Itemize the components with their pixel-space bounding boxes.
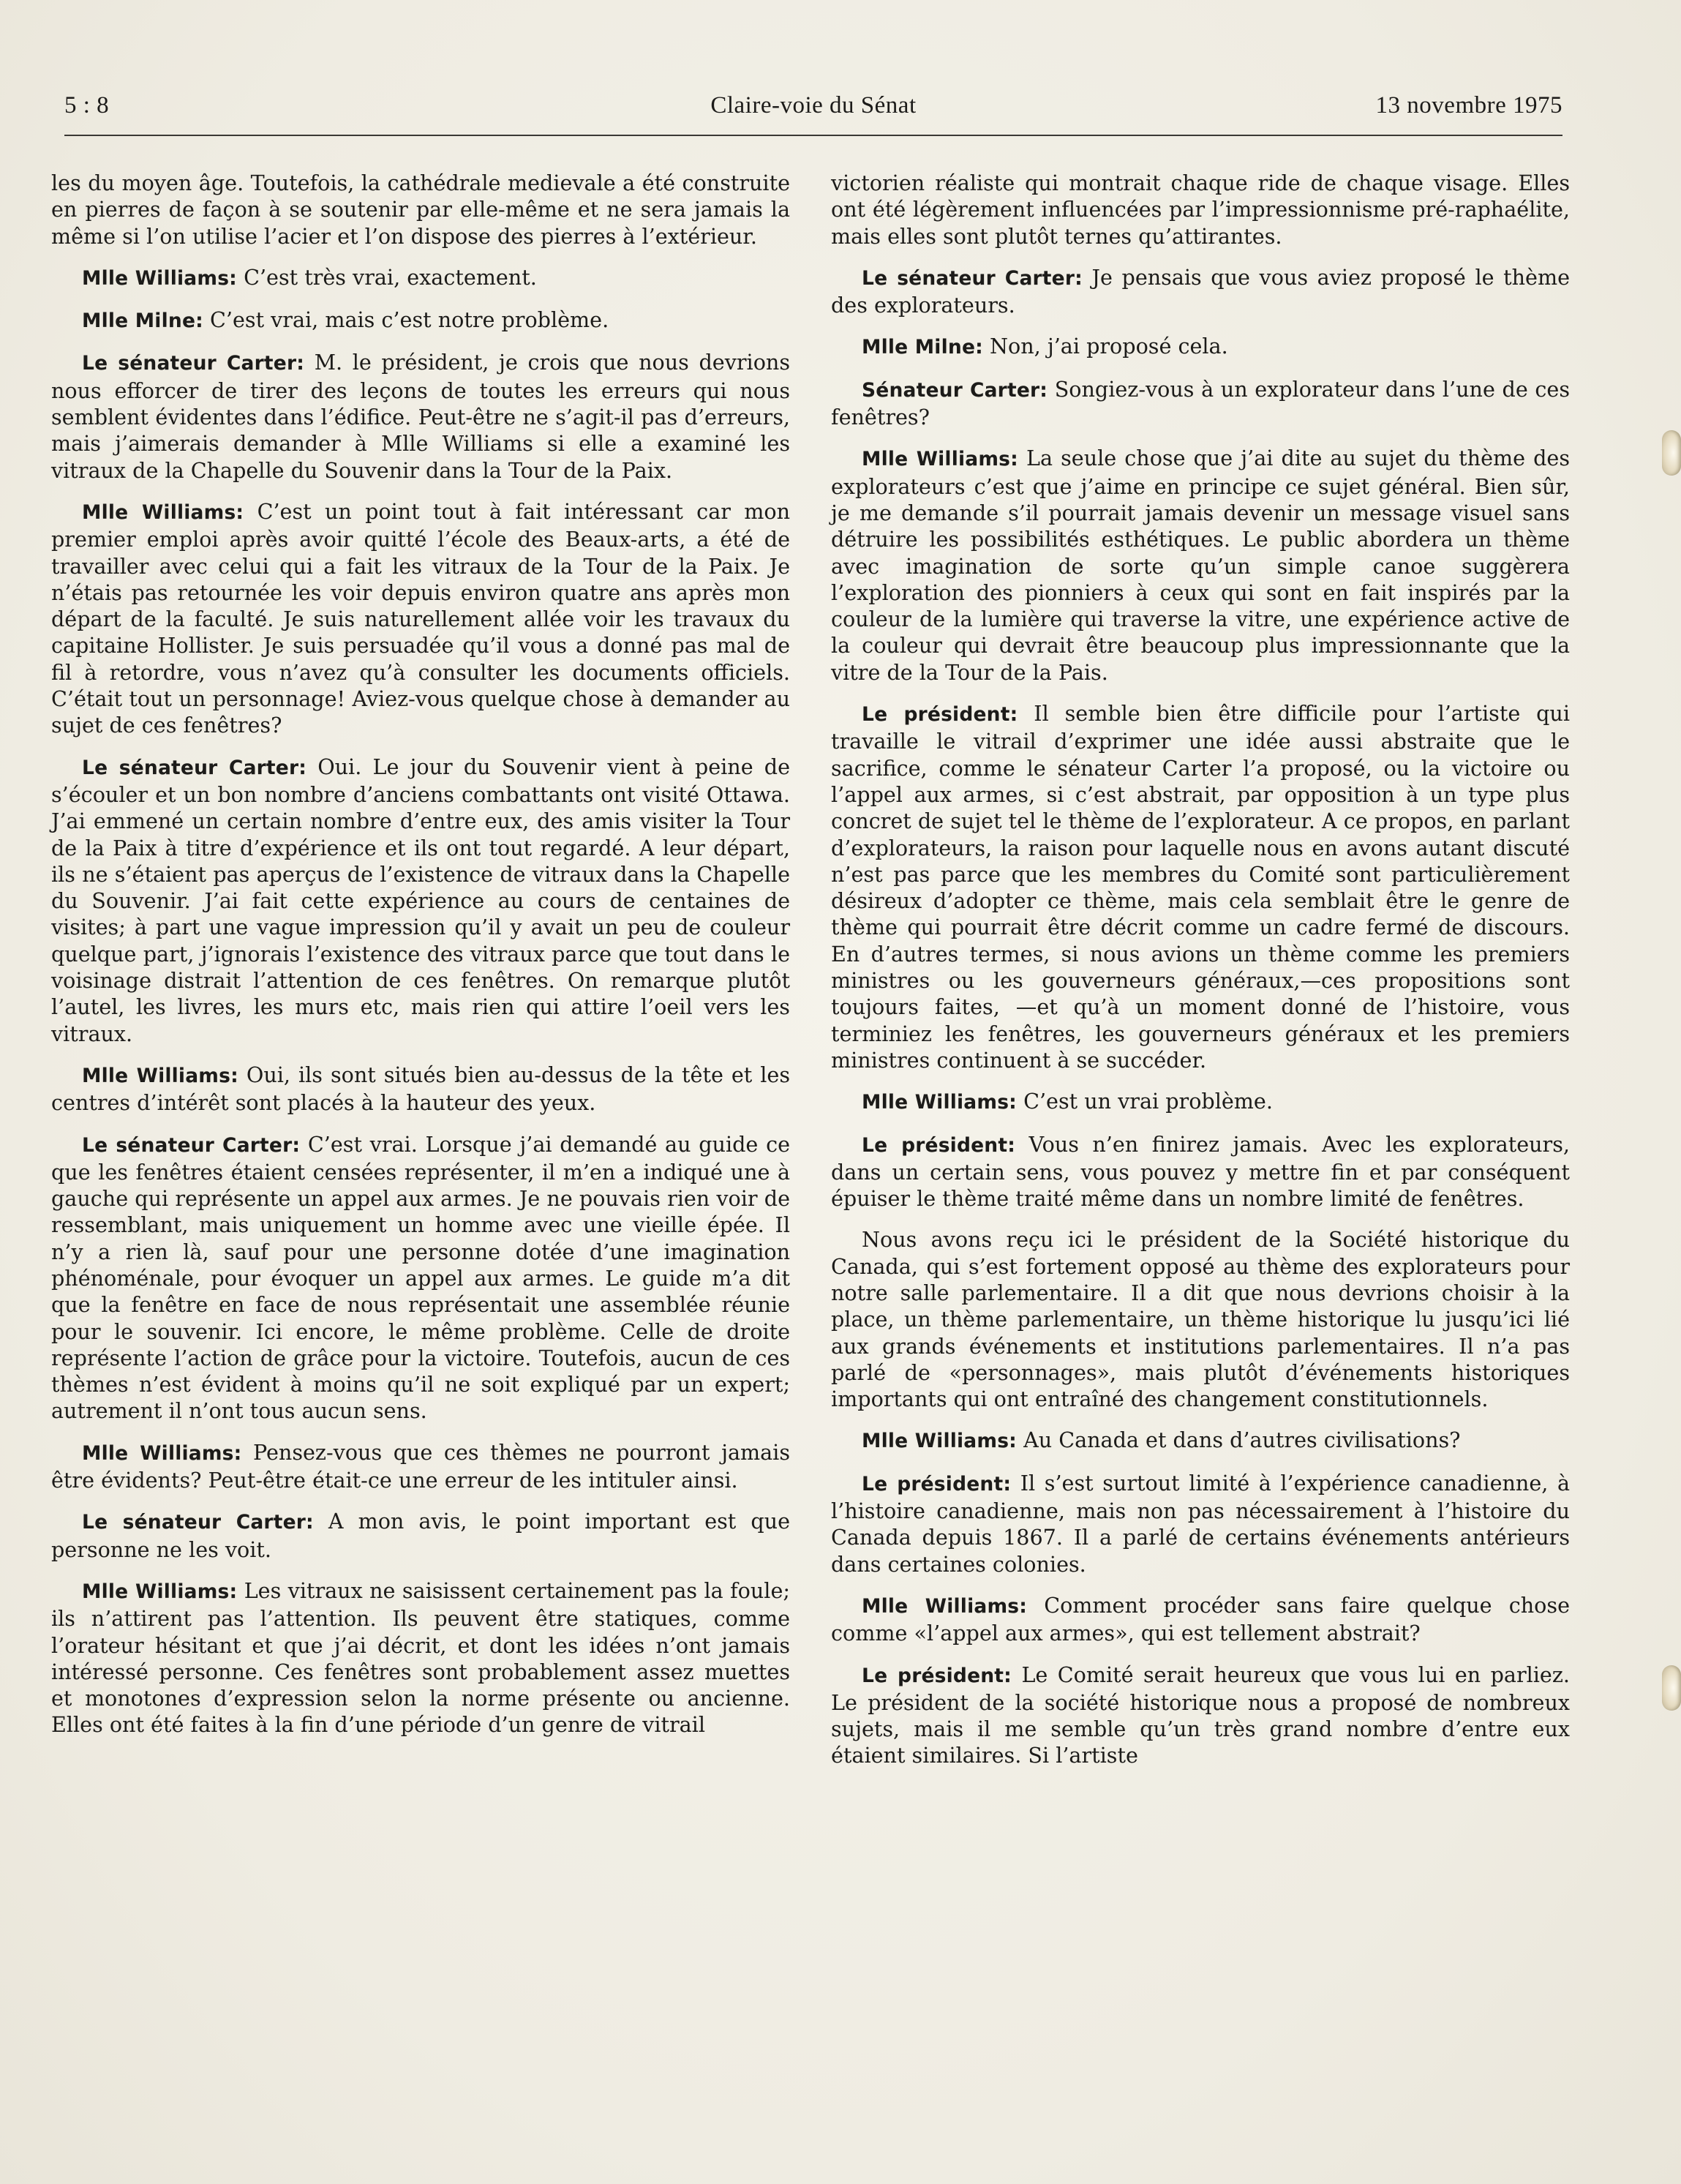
speech-text: Songiez-vous à un explorateur dans l’une de ces fenêtres? bbox=[831, 376, 1570, 430]
speech-text: victorien réaliste qui montrait chaque ride de chaque visage. Elles ont été légèrement influencées par l’impressionnisme pré-raphaélite, mais elles sont plutôt ternes qu’attirantes. bbox=[831, 170, 1570, 249]
speaker-name: Le sénateur Carter: bbox=[82, 1133, 301, 1157]
publication-title: Claire-voie du Sénat bbox=[710, 92, 917, 119]
speech-text: La seule chose que j’ai dite au sujet du thème des explorateurs c’est que j’aime en principe ce sujet général. Bien sûr, je me demande s’il pourrait jamais devenir un message visuel sans détruire les possibilités esthétiques. Le public abordera un thème avec imagination de sorte qu’un simple canoe suggèrera l’exploration des pionniers à ceux qui sont en fait inspirés par la couleur de la lumière qui traverse la vitre, une expérience active de la couleur qui devrait être beaucoup plus impressionnante que la vitre de la Tour de la Pais. bbox=[831, 446, 1571, 685]
page-number: 5 : 8 bbox=[64, 92, 110, 119]
transcript-paragraph bbox=[831, 1427, 1570, 1455]
speech-text: A mon avis, le point important est que personne ne les voit. bbox=[51, 1509, 790, 1562]
transcript-paragraph bbox=[831, 445, 1570, 686]
transcript-paragraph bbox=[51, 1577, 790, 1738]
speaker-name: Mlle Williams: bbox=[862, 1430, 1017, 1453]
speech-text: Comment procéder sans faire quelque chose comme «l’appel aux armes», qui est tellement abstrait? bbox=[831, 1592, 1570, 1646]
speaker-name: Mlle Williams: bbox=[82, 1441, 242, 1465]
transcript-paragraph bbox=[831, 264, 1570, 319]
transcript-paragraph bbox=[51, 1131, 790, 1425]
binder-hole-top bbox=[1662, 430, 1681, 476]
transcript-paragraph bbox=[831, 170, 1570, 249]
speech-text: C’est un point tout à fait intéressant car mon premier emploi après avoir quitté l’école des Beaux-arts, a été de travailler avec celui qui a fait les vitraux de la Tour de la Paix. Je n’étais pas retournée les voir depuis environ quatre ans après mon départ de la faculté. Je suis naturellement allée voir les travaux du capitaine Hollister. Je suis persuadée qu’il vous a donné pas mal de fil à retordre, vous n’avez qu’à consulter les documents officiels. C’était tout un personnage! Aviez-vous quelque chose à demander au sujet de ces fenêtres? bbox=[51, 498, 790, 738]
binder-hole-bottom bbox=[1662, 1665, 1681, 1711]
transcript-paragraph bbox=[51, 264, 790, 292]
speech-text: C’est vrai, mais c’est notre problème. bbox=[210, 307, 609, 333]
speaker-name: Le président: bbox=[862, 703, 1018, 727]
speech-text: C’est très vrai, exactement. bbox=[244, 264, 537, 290]
speech-text: Il s’est surtout limité à l’expérience canadienne, à l’histoire canadienne, mais non pas nécessairement à l’histoire du Canada depuis 1867. Il a parlé de certains événements antérieurs dans certaines colonies. bbox=[831, 1470, 1570, 1577]
left-column bbox=[51, 170, 790, 1753]
speaker-name: Le sénateur Carter: bbox=[862, 266, 1083, 290]
speaker-name: Le président: bbox=[862, 1133, 1016, 1157]
speech-text: M. le président, je crois que nous devrions nous efforcer de tirer des leçons de toutes les erreurs qui nous semblent évidentes dans l’édifice. Peut-être ne s’agit-il pas d’erreurs, mais j’aimerais demander à Mlle Williams si elle a examiné les vitraux de la Chapelle du Souvenir dans la Tour de la Paix. bbox=[51, 350, 791, 483]
speaker-name: Mlle Williams: bbox=[862, 1091, 1017, 1114]
transcript-paragraph bbox=[831, 1470, 1570, 1577]
speech-text: C’est vrai. Lorsque j’ai demandé au guide ce que les fenêtres étaient censées représenter, il m’en a indiqué une à gauche qui représente un appel aux armes. Je ne pouvais rien voir de ressemblant, mais uniquement un homme avec une vieille épée. Il n’y a rien là, sauf pour une personne dotée d’une imagination phénoménale, pour évoquer un appel aux armes. Le guide m’a dit que la fenêtre en face de nous représentait une assemblée réunie pour le souvenir. Ici encore, le même problème. Celle de droite représente l’action de grâce pour la victoire. Toutefois, aucun de ces thèmes n’est évident à moins qu’il ne soit expliqué par un expert; autrement il n’ont tous aucun sens. bbox=[51, 1131, 791, 1424]
transcript-paragraph bbox=[51, 1508, 790, 1563]
speaker-name: Mlle Williams: bbox=[82, 500, 244, 524]
speaker-name: Sénateur Carter: bbox=[862, 378, 1048, 402]
speaker-name: Mlle Williams: bbox=[862, 1594, 1028, 1618]
transcript-paragraph bbox=[831, 1592, 1570, 1647]
transcript-paragraph bbox=[831, 1662, 1570, 1769]
transcript-paragraph bbox=[831, 376, 1570, 431]
speaker-name: Le sénateur Carter: bbox=[82, 352, 305, 375]
speech-text: Oui. Le jour du Souvenir vient à peine de s’écouler et un bon nombre d’anciens combattants ont visité Ottawa. J’ai emmené un certain nombre d’entre eux, des amis visiter la Tour de la Paix à titre d’expérience et ils ont tout regardé. A leur départ, ils ne s’étaient pas aperçus de l’existence de vitraux dans la Chapelle du Souvenir. J’ai fait cette expérience au cours de centaines de visites; à part une vague impression qu’il y avait un peu de couleur quelque part, j’ignorais l’existence des vitraux parce que tout dans le voisinage distrait l’attention de ces fenêtres. On remarque plutôt l’autel, les livres, les murs etc, mais rien qui attire l’oeil vers les vitraux. bbox=[51, 754, 791, 1046]
speech-text: Oui, ils sont situés bien au-dessus de la tête et les centres d’intérêt sont placés à la hauteur des yeux. bbox=[51, 1062, 791, 1116]
speaker-name: Mlle Williams: bbox=[82, 1064, 238, 1087]
speech-text: C’est un vrai problème. bbox=[1023, 1089, 1273, 1114]
transcript-paragraph bbox=[51, 349, 790, 483]
transcript-paragraph bbox=[51, 1439, 790, 1494]
speech-text: Les vitraux ne saisissent certainement pas la foule; ils n’attirent pas l’attention. Ils peuvent être statiques, comme l’orateur hésitant et que j’ai décrit, et dont les idées n’ont jamais intéressé personne. Ces fenêtres sont probablement assez muettes et monotones d’expression selon la norme présente ou ancienne. Elles ont été faites à la fin d’une période d’un genre de vitrail bbox=[51, 1577, 791, 1738]
speaker-name: Le président: bbox=[862, 1472, 1012, 1496]
speaker-name: Le sénateur Carter: bbox=[82, 1511, 314, 1534]
transcript-paragraph bbox=[51, 498, 790, 739]
transcript-paragraph bbox=[831, 1088, 1570, 1116]
speech-text: Pensez-vous que ces thèmes ne pourront jamais être évidents? Peut-être était-ce une erreur de les intituler ainsi. bbox=[51, 1439, 790, 1493]
speaker-name: Mlle Williams: bbox=[82, 266, 237, 290]
speaker-name: Mlle Williams: bbox=[862, 448, 1018, 471]
right-column bbox=[831, 170, 1570, 1784]
speech-text: Non, j’ai proposé cela. bbox=[990, 334, 1228, 359]
page-header bbox=[64, 89, 1562, 136]
speaker-name: Mlle Milne: bbox=[862, 336, 983, 359]
transcript-paragraph bbox=[831, 333, 1570, 361]
speech-text: les du moyen âge. Toutefois, la cathédrale medievale a été construite en pierres de façon à se soutenir par elle-même et ne sera jamais la même si l’on utilise l’acier et l’on dispose des pierres à l’extérieur. bbox=[51, 170, 790, 249]
transcript-paragraph bbox=[831, 1131, 1570, 1212]
speech-text: Nous avons reçu ici le président de la Société historique du Canada, qui s’est fortement opposé au thème des explorateurs pour notre salle parlementaire. Il a dit que nous devrions choisir à la place, un thème parlementaire, un thème historique lu jusqu’ici lié aux grands événements et institutions parlementaires. Il n’a pas parlé de «personnages», mais plutôt d’événements historiques importants qui ont entraîné des changement constitutionnels. bbox=[831, 1227, 1570, 1412]
speaker-name: Mlle Williams: bbox=[82, 1580, 238, 1603]
transcript-paragraph bbox=[51, 307, 790, 334]
transcript-paragraph bbox=[51, 170, 790, 249]
transcript-paragraph bbox=[51, 754, 790, 1047]
speaker-name: Le président: bbox=[862, 1664, 1012, 1687]
speech-text: Le Comité serait heureux que vous lui en parliez. Le président de la société historique nous a proposé de nombreux sujets, mais il me semble qu’un très grand nombre d’entre eux étaient similaires. Si l’artiste bbox=[831, 1662, 1570, 1768]
speech-text: Au Canada et dans d’autres civilisations? bbox=[1023, 1427, 1461, 1453]
speaker-name: Mlle Milne: bbox=[82, 309, 203, 333]
speech-text: Je pensais que vous aviez proposé le thème des explorateurs. bbox=[831, 264, 1570, 318]
transcript-paragraph bbox=[831, 700, 1570, 1073]
speaker-name: Le sénateur Carter: bbox=[82, 756, 307, 779]
speech-text: Il semble bien être difficile pour l’artiste qui travaille le vitrail d’exprimer une idée aussi abstraite que le sacrifice, comme le sénateur Carter l’a proposé, ou la victoire ou l’appel aux armes, si c’est abstrait, par opposition à un type plus concret de sujet tel le thème de l’explorateur. A ce propos, en parlant d’explorateurs, la raison pour laquelle nous en avons autant discuté n’est pas parce que les membres du Comité sont particulièrement désireux d’adopter ce thème, mais cela semblait être le genre de thème qui pourrait être décrit comme un cadre fermé de discours. En d’autres termes, si nous avions un thème comme les premiers ministres ou les gouverneurs généraux,—ces propositions sont toujours faites, —et qu’à un moment donné de l’histoire, vous terminiez les fenêtres, les gouverneurs généraux et les premiers ministres continuent à se succéder. bbox=[831, 701, 1570, 1073]
speech-text: Vous n’en finirez jamais. Avec les explorateurs, dans un certain sens, vous pouvez y mettre fin et par conséquent épuiser le thème traité même dans un nombre limité de fenêtres. bbox=[831, 1131, 1570, 1212]
transcript-paragraph bbox=[831, 1226, 1570, 1412]
issue-date: 13 novembre 1975 bbox=[1375, 92, 1562, 119]
transcript-paragraph bbox=[51, 1062, 790, 1117]
